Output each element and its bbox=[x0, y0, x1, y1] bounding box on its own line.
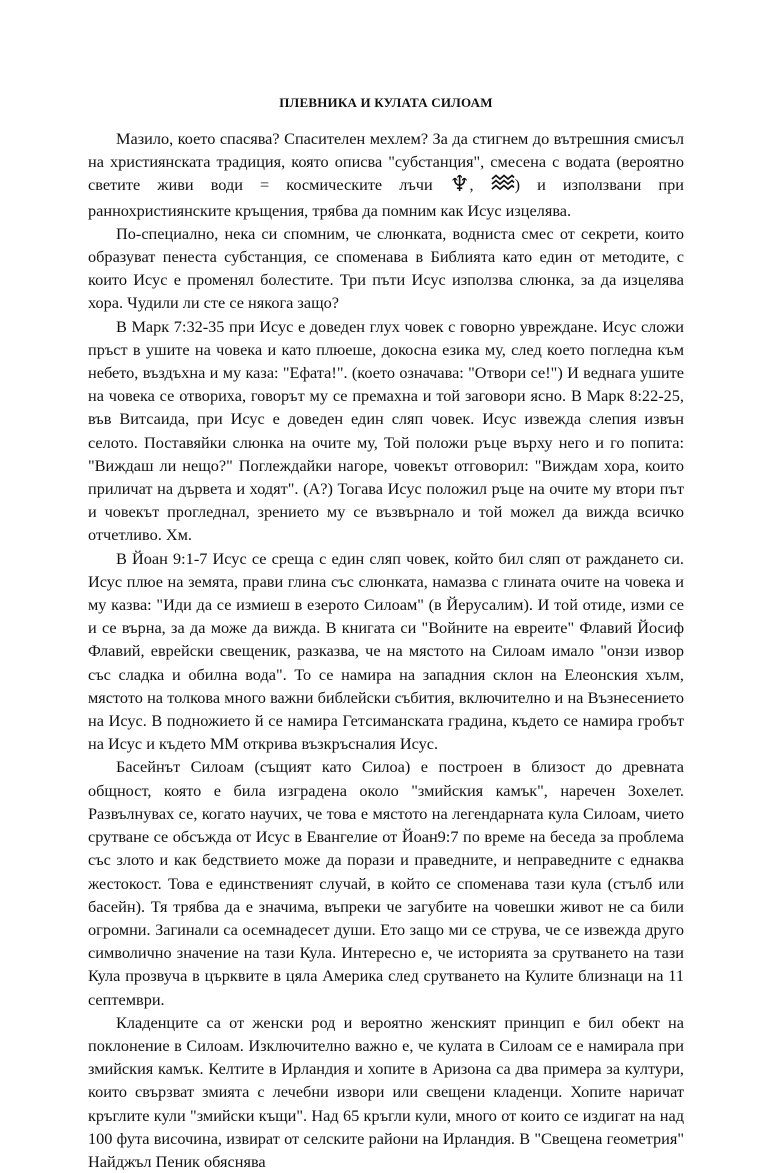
paragraph-1-comma: , bbox=[469, 175, 491, 195]
paragraph-1-text-after: ) и използвани при раннохристиянските кръщения, трябва да помним как Исус изцелява. bbox=[88, 175, 684, 220]
paragraph-4: В Йоан 9:1-7 Исус се среща с един сляп човек, който бил сляп от раждането си. Исус плюе на земята, прави глина със слюнката, намазва с глината очите на човека и му казва: "Иди да се измиеш в езерото Силоам" (в Йерусалим). И той отиде, изми се и се върна, за да може да вижда. В книгата си "Войните на евреите" Флавий Йосиф Флавий, еврейски свещеник, разказва, че на мястото на Силоам имало "онзи извор със сладка и обилна вода". То се намира на западния склон на Елеонския хълм, мястото на толкова много важни библейски събития, включително и на Възнесението на Исус. В подножието й се намира Гетсиманската градина, където се намира гробът на Исус и където ММ открива възкръсналия Исус. bbox=[88, 548, 684, 754]
paragraph-1-text-before: Мазило, което спасява? Спасителен мехлем? За да стигнем до вътрешния смисъл на християнската традиция, която описва "субстанция", смесена с водата (вероятно светите живи води = космическите лъчи bbox=[88, 129, 684, 195]
document-title: ПЛЕВНИКА И КУЛАТА СИЛОАМ bbox=[279, 95, 493, 110]
paragraph-1 bbox=[88, 127, 684, 222]
paragraph-3: В Марк 7:32-35 при Исус е доведен глух човек с говорно увреждане. Исус сложи пръст в ушите на човека и като плюеше, докосна езика му, след което погледна към небето, въздъхна и му каза: "Ефата!". (което означава: "Отвори се!") И веднага ушите на човека се отвориха, говорът му се премахна и той заговори ясно. В Марк 8:22-25, във Витсаида, при Исус е доведен един сляп човек. Исус извежда слепия извън селото. Поставяйки слюнка на очите му, Той положи ръце върху него и го попита: "Виждаш ли нещо?" Поглеждайки нагоре, човекът отговорил: "Виждам хора, които приличат на дърветa и ходят". (А?) Тогава Исус положил ръце на очите му втори път и човекът прогледнал, зрението му се възвърнало и той можел да вижда всичко отчетливо. Хм. bbox=[88, 316, 684, 545]
paragraph-2: По-специално, нека си спомним, че слюнката, водниста смес от секрети, които образуват пенеста субстанция, се споменава в Библията като един от методите, с които Исус е променял болестите. Три пъти Исус използва слюнка, за да изцелява хора. Чудили ли сте се някога защо? bbox=[88, 223, 684, 313]
trident-symbol-icon: ♆ bbox=[449, 172, 470, 198]
paragraph-6: Кладенците са от женски род и вероятно женският принцип е бил обект на поклонение в Силоам. Изключително важно е, че кулата в Силоам се е намирала при змийския камък. Келтите в Ирландия и хопите в Аризона са два примера за култури, които свързват змията с лечебни извори или свещени кладенци. Хопите наричат кръглите кули "змийски къщи". Над 65 кръгли кули, много от които се издигат на над 100 фута височина, извират от селските райони на Ирландия. В "Свещена геометрия" Найджъл Пеник обяснява bbox=[88, 1012, 684, 1171]
paragraph-5: Басейнът Силоам (същият като Силоа) е построен в близост до древната общност, която е била изградена около "змийския камък", наречен Зохелет. Развълнувах се, когато научих, че това е мястото на легендарната кула Силоам, чието срутване се обсъжда от Исус в Евангелие от Йоан9:7 по време на беседа за проблема със злото и как бедствието може да порази и праведните, и неправедните с еднаква жестокост. Това е единственият случай, в който се споменава тази кула (стълб или басейн). Тя трябва да е значима, въпреки че загубите на човешки живот не са били огромни. Загинали са осемнадесет души. Ето защо ми се струва, че се извежда друго символично значение на тази Кула. Интересно е, че историята за срутването на тази Кула прозвуча в църквите в цяла Америка след срутването на Кулите близнаци на 11 септември. bbox=[88, 757, 684, 1009]
aquarius-waves-icon bbox=[491, 174, 515, 198]
